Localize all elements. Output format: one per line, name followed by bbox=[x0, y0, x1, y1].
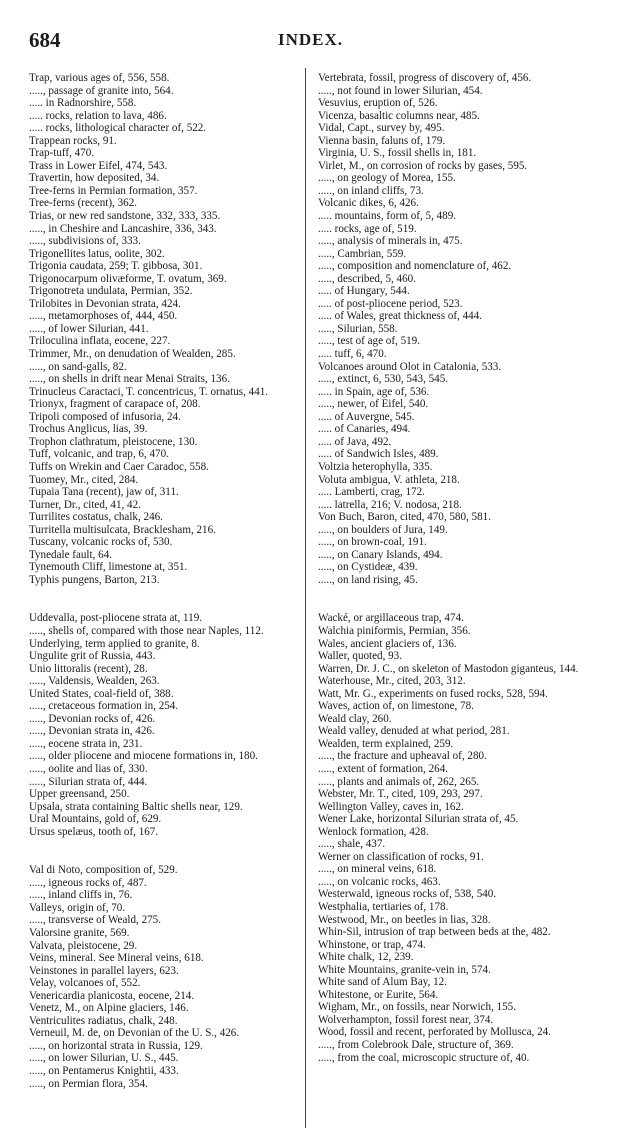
index-entry: Turrilites costatus, chalk, 246. bbox=[29, 511, 163, 524]
index-entry: Uddevalla, post-pliocene strata at, 119. bbox=[29, 612, 203, 625]
index-entry: Tripoli composed of infusoria, 24. bbox=[29, 410, 181, 423]
index-entry: Wener Lake, horizontal Silurian strata of, 45. bbox=[318, 813, 519, 826]
index-entry: ....., Silurian strata of, 444. bbox=[29, 775, 148, 788]
index-entry: ....., extinct, 6, 530, 543, 545. bbox=[318, 373, 449, 386]
index-entry: Waterhouse, Mr., cited, 203, 312. bbox=[318, 675, 466, 688]
index-entry: Trap-tuff, 470. bbox=[29, 147, 95, 160]
index-entry: ....., older pliocene and miocene formations in, 180. bbox=[29, 750, 258, 763]
index-entry: Weald clay, 260. bbox=[318, 712, 392, 725]
index-entry: ....., shale, 437. bbox=[318, 838, 386, 851]
index-entry: Whin-Sil, intrusion of trap between beds at the, 482. bbox=[318, 926, 551, 939]
index-entry: Venetz, M., on Alpine glaciers, 146. bbox=[29, 1002, 189, 1015]
index-entry: Westwood, Mr., on beetles in lias, 328. bbox=[318, 913, 491, 926]
index-entry: Vicenza, basaltic columns near, 485. bbox=[318, 109, 480, 122]
index-entry: ....., test of age of, 519. bbox=[318, 335, 420, 348]
index-entry: Trigonocarpum olivæforme, T. ovatum, 369. bbox=[29, 272, 227, 285]
index-entry: Westerwald, igneous rocks of, 538, 540. bbox=[318, 888, 497, 901]
index-entry: ....., inland cliffs in, 76. bbox=[29, 889, 133, 902]
index-entry: Valorsine granite, 569. bbox=[29, 927, 130, 939]
index-entry: Webster, Mr. T., cited, 109, 293, 297. bbox=[318, 788, 483, 801]
index-entry: ....., on Cystideæ, 439. bbox=[318, 561, 418, 574]
index-entry: ....., eocene strata in, 231. bbox=[29, 737, 143, 750]
index-entry: Whitestone, or Eurite, 564. bbox=[318, 988, 439, 1001]
index-entry: Upper greensand, 250. bbox=[29, 788, 130, 801]
index-entry: Typhis pungens, Barton, 213. bbox=[29, 573, 160, 586]
index-entry: Virginia, U. S., fossil shells in, 181. bbox=[318, 147, 477, 160]
index-entry: ..... rocks, lithological character of, 522. bbox=[29, 122, 207, 135]
index-entry: ..... of Java, 492. bbox=[318, 435, 392, 448]
index-entry: Tuscany, volcanic rocks of, 530. bbox=[29, 536, 173, 549]
index-entry: Trochus Anglicus, lias, 39. bbox=[29, 423, 148, 436]
index-entry: ....., on brown-coal, 191. bbox=[318, 536, 427, 549]
index-entry: Westphalia, tertiaries of, 178. bbox=[318, 901, 449, 913]
index-entry: Verneuil, M. de, on Devonian of the U. S., 426. bbox=[29, 1027, 240, 1040]
page-header bbox=[0, 28, 621, 52]
index-entry: ....., transverse of Weald, 275. bbox=[29, 914, 161, 927]
index-entry: ....., shells of, compared with those near Naples, 112. bbox=[29, 624, 264, 637]
index-entry: Tree-ferns in Permian formation, 357. bbox=[29, 184, 198, 197]
index-entry: Valvata, pleistocene, 29. bbox=[29, 939, 138, 952]
index-entry: Trigonotreta undulata, Permian, 352. bbox=[29, 285, 193, 298]
index-entry: ....., passage of granite into, 564. bbox=[29, 84, 174, 97]
index-entry: Veins, mineral. See Mineral veins, 618. bbox=[29, 952, 204, 965]
index-entry: ....., of lower Silurian, 441. bbox=[29, 322, 149, 335]
index-column-right bbox=[318, 72, 596, 1064]
index-entry: ....., Devonian rocks of, 426. bbox=[29, 712, 156, 725]
index-entry: Trinucleus Caractaci, T. concentricus, T. ornatus, 441. bbox=[29, 385, 269, 398]
index-entry: ..... in Radnorshire, 558. bbox=[29, 97, 137, 110]
index-entry: ..... of Canaries, 494. bbox=[318, 423, 411, 436]
index-entry: United States, coal-field of, 388. bbox=[29, 687, 174, 700]
index-entry: Turner, Dr., cited, 41, 42. bbox=[29, 498, 141, 511]
index-entry: Vesuvius, eruption of, 526. bbox=[318, 97, 438, 110]
index-entry: Upsala, strata containing Baltic shells near, 129. bbox=[29, 800, 243, 813]
index-entry: Tuffs on Wrekin and Caer Caradoc, 558. bbox=[29, 460, 209, 473]
index-entry: ..... of post-pliocene period, 523. bbox=[318, 297, 463, 310]
index-entry: Walchia piniformis, Permian, 356. bbox=[318, 624, 471, 637]
section-gap bbox=[29, 838, 299, 864]
index-entry: ..... of Wales, great thickness of, 444. bbox=[318, 310, 483, 323]
index-entry: ....., in Cheshire and Lancashire, 336, 343. bbox=[29, 222, 217, 235]
index-entry: Volcanic dikes, 6, 426. bbox=[318, 197, 419, 210]
index-entry: Wales, ancient glaciers of, 136. bbox=[318, 637, 457, 650]
index-entry: Tuomey, Mr., cited, 284. bbox=[29, 473, 139, 486]
index-entry: Wenlock formation, 428. bbox=[318, 825, 429, 838]
index-entry: ....., not found in lower Silurian, 454. bbox=[318, 84, 483, 97]
index-entry: Warren, Dr. J. C., on skeleton of Mastodon giganteus, 144. bbox=[318, 662, 579, 675]
index-entry: Waller, quoted, 93. bbox=[318, 650, 402, 663]
index-entry: Wolverhampton, fossil forest near, 374. bbox=[318, 1013, 494, 1026]
index-entry: Venericardia planicosta, eocene, 214. bbox=[29, 989, 195, 1002]
index-entry: ....., oolite and lias of, 330. bbox=[29, 762, 148, 775]
index-entry: Trigonellites latus, oolite, 302. bbox=[29, 247, 165, 260]
index-entry: Weald valley, denuded at what period, 281. bbox=[318, 725, 510, 738]
index-entry: Watt, Mr. G., experiments on fused rocks, 528, 594. bbox=[318, 687, 548, 700]
index-entry: Trappean rocks, 91. bbox=[29, 134, 117, 147]
index-entry: ....., Devonian strata in, 426. bbox=[29, 725, 155, 738]
index-entry: ....., cretaceous formation in, 254. bbox=[29, 700, 179, 713]
index-entry: Trigonia caudata, 259; T. gibbosa, 301. bbox=[29, 260, 203, 273]
index-entry: Trionyx, fragment of carapace of, 208. bbox=[29, 398, 201, 411]
index-entry: Trias, or new red sandstone, 332, 333, 335. bbox=[29, 210, 221, 223]
index-entry: ....., newer, of Eifel, 540. bbox=[318, 398, 429, 411]
index-entry: ....., subdivisions of, 333. bbox=[29, 235, 141, 248]
index-entry: ....., on sand-galls, 82. bbox=[29, 360, 127, 373]
index-entry: Ursus spelæus, tooth of, 167. bbox=[29, 825, 159, 838]
index-entry: ....., on horizontal strata in Russia, 129. bbox=[29, 1039, 203, 1052]
index-entry: Vienna basin, faluns of, 179. bbox=[318, 134, 446, 147]
index-entry: Velay, volcanoes of, 552. bbox=[29, 977, 141, 990]
index-entry: Tree-ferns (recent), 362. bbox=[29, 197, 138, 210]
index-entry: White chalk, 12, 239. bbox=[318, 951, 414, 964]
index-entry: Trap, various ages of, 556, 558. bbox=[29, 72, 170, 84]
index-entry: Trophon clathratum, pleistocene, 130. bbox=[29, 435, 198, 448]
index-entry: Valleys, origin of, 70. bbox=[29, 901, 126, 914]
index-entry: ....., from Colebrook Dale, structure of, 369. bbox=[318, 1039, 514, 1052]
index-entry: ....., on volcanic rocks, 463. bbox=[318, 875, 441, 888]
index-entry: Trimmer, Mr., on denudation of Wealden, 285. bbox=[29, 348, 236, 361]
index-entry: ....., on geology of Morea, 155. bbox=[318, 172, 456, 185]
index-entry: Trass in Lower Eifel, 474, 543. bbox=[29, 159, 168, 172]
index-entry: ....., on land rising, 45. bbox=[318, 573, 418, 586]
index-entry: Tupaia Tana (recent), jaw of, 311. bbox=[29, 486, 179, 499]
index-entry: Tuff, volcanic, and trap, 6, 470. bbox=[29, 448, 169, 461]
index-entry: Wealden, term explained, 259. bbox=[318, 737, 454, 750]
index-entry: Wellington Valley, caves in, 162. bbox=[318, 800, 464, 813]
index-entry: ....., extent of formation, 264. bbox=[318, 762, 449, 775]
index-entry: Vertebrata, fossil, progress of discovery of, 456. bbox=[318, 72, 532, 84]
index-entry: White Mountains, granite-vein in, 574. bbox=[318, 963, 491, 976]
section-gap bbox=[29, 586, 299, 612]
index-entry: Val di Noto, composition of, 529. bbox=[29, 864, 178, 877]
index-entry: ....., Silurian, 558. bbox=[318, 322, 398, 335]
column-divider bbox=[305, 68, 306, 1128]
index-entry: ....., on Pentamerus Knightii, 433. bbox=[29, 1065, 179, 1078]
index-entry: ..... of Hungary, 544. bbox=[318, 285, 410, 298]
index-entry: Vidal, Capt., survey by, 495. bbox=[318, 122, 445, 135]
index-entry: ....., composition and nomenclature of, 462. bbox=[318, 260, 512, 273]
index-entry: ....., analysis of minerals in, 475. bbox=[318, 235, 463, 248]
index-entry: ..... of Auvergne, 545. bbox=[318, 410, 415, 423]
index-entry: ....., plants and animals of, 262, 265. bbox=[318, 775, 480, 788]
index-entry: Wood, fossil and recent, perforated by Mollusca, 24. bbox=[318, 1026, 551, 1039]
index-entry: ....., Cambrian, 559. bbox=[318, 247, 407, 260]
index-entry: Werner on classification of rocks, 91. bbox=[318, 850, 484, 863]
index-entry: Whinstone, or trap, 474. bbox=[318, 938, 426, 951]
page-number: 684 bbox=[29, 28, 61, 52]
index-entry: Voltzia heterophylla, 335. bbox=[318, 460, 433, 473]
index-entry: Unio littoralis (recent), 28. bbox=[29, 662, 148, 675]
index-entry: Voluta ambigua, V. athleta, 218. bbox=[318, 473, 460, 486]
index-entry: Travertin, how deposited, 34. bbox=[29, 172, 160, 185]
index-column-left bbox=[29, 72, 299, 1090]
index-entry: ....., metamorphoses of, 444, 450. bbox=[29, 310, 178, 323]
index-entry: ..... Lamberti, crag, 172. bbox=[318, 486, 425, 499]
index-entry: ....., on boulders of Jura, 149. bbox=[318, 523, 448, 536]
index-entry: Turritella multisulcata, Bracklesham, 216. bbox=[29, 523, 216, 536]
index-entry: ....., on shells in drift near Menai Straits, 136. bbox=[29, 373, 230, 386]
index-entry: Trilobites in Devonian strata, 424. bbox=[29, 297, 181, 310]
index-entry: Virlet, M., on corrosion of rocks by gases, 595. bbox=[318, 159, 528, 172]
running-title: INDEX. bbox=[277, 30, 344, 49]
index-entry: ..... rocks, relation to lava, 486. bbox=[29, 109, 167, 122]
index-entry: ....., from the coal, microscopic structure of, 40. bbox=[318, 1051, 530, 1064]
index-entry: ....., on Permian flora, 354. bbox=[29, 1077, 148, 1090]
index-entry: ....., on inland cliffs, 73. bbox=[318, 184, 424, 197]
index-entry: ....., Valdensis, Wealden, 263. bbox=[29, 675, 160, 688]
index-entry: ....., described, 5, 460. bbox=[318, 272, 416, 285]
index-entry: ....., igneous rocks of, 487. bbox=[29, 876, 147, 889]
index-entry: Underlying, term applied to granite, 8. bbox=[29, 637, 200, 650]
section-gap bbox=[318, 586, 596, 612]
index-entry: Waves, action of, on limestone, 78. bbox=[318, 700, 474, 713]
index-entry: Wigham, Mr., on fossils, near Norwich, 155. bbox=[318, 1001, 516, 1014]
index-entry: ..... in Spain, age of, 536. bbox=[318, 385, 430, 398]
index-entry: Ural Mountains, gold of, 629. bbox=[29, 813, 162, 826]
index-entry: Wacké, or argillaceous trap, 474. bbox=[318, 612, 464, 625]
index-entry: Veinstones in parallel layers, 623. bbox=[29, 964, 179, 977]
index-entry: Volcanoes around Olot in Catalonia, 533. bbox=[318, 360, 502, 373]
index-entry: ....., on Canary Islands, 494. bbox=[318, 548, 443, 561]
index-entry: ..... latrella, 216; V. nodosa, 218. bbox=[318, 498, 462, 511]
index-entry: White sand of Alum Bay, 12. bbox=[318, 976, 447, 989]
index-entry: Ungulite grit of Russia, 443. bbox=[29, 650, 156, 663]
index-entry: ....., on lower Silurian, U. S., 445. bbox=[29, 1052, 179, 1065]
index-entry: ..... rocks, age of, 519. bbox=[318, 222, 417, 235]
index-entry: Tynedale fault, 64. bbox=[29, 548, 113, 561]
index-entry: Tynemouth Cliff, limestone at, 351. bbox=[29, 561, 188, 574]
index-entry: ..... mountains, form of, 5, 489. bbox=[318, 210, 457, 223]
index-entry: Von Buch, Baron, cited, 470, 580, 581. bbox=[318, 511, 491, 524]
index-entry: ..... of Sandwich Isles, 489. bbox=[318, 448, 439, 461]
index-entry: ..... tuff, 6, 470. bbox=[318, 348, 387, 361]
index-entry: ....., on mineral veins, 618. bbox=[318, 863, 437, 876]
index-entry: Ventriculites radiatus, chalk, 248. bbox=[29, 1014, 178, 1027]
index-entry: Triloculina inflata, eocene, 227. bbox=[29, 335, 171, 348]
index-entry: ....., the fracture and upheaval of, 280. bbox=[318, 750, 487, 763]
